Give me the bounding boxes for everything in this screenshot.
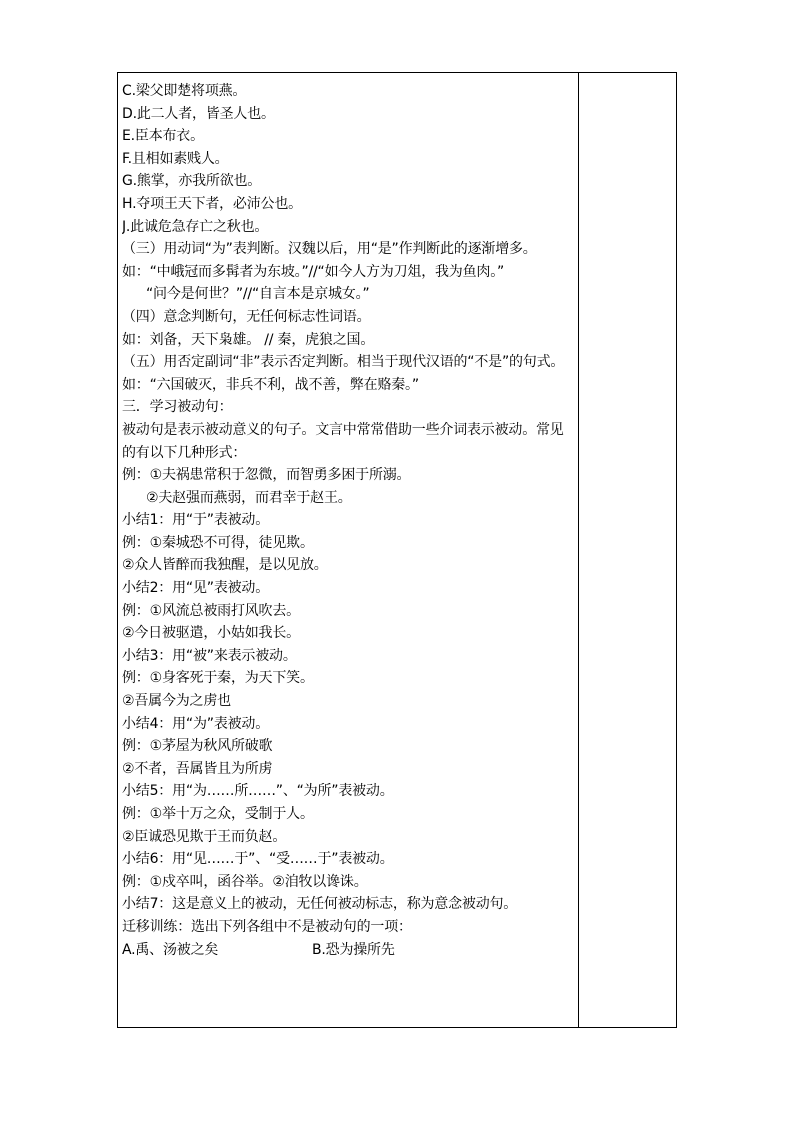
text-line: （四）意念判断句，无任何标志性词语。 <box>122 308 371 325</box>
summary-line: 小结2：用“见”表被动。 <box>122 580 270 597</box>
column-divider <box>578 72 579 1028</box>
text-line: ②众人皆醉而我独醒，是以见放。 <box>122 557 328 574</box>
text-paragraph: （五）用否定副词“非”表示否定判断。相当于现代汉语的“不是”的句式。 <box>122 354 565 371</box>
summary-line: 小结3：用“被”来表示被动。 <box>122 647 297 664</box>
text-line: 如：“六国破灭，非兵不利，战不善，弊在赂秦。” <box>122 376 419 393</box>
text-line: J.此诚危急存亡之秋也。 <box>122 218 269 235</box>
summary-line: 小结1：用“于”表被动。 <box>122 512 270 529</box>
text-line: E.臣本布衣。 <box>122 128 204 145</box>
text-line: G.熊掌，亦我所欲也。 <box>122 173 262 190</box>
summary-line: 小结6：用“见……于”、“受……于”表被动。 <box>122 851 394 868</box>
text-line: ②今日被驱遣，小姑如我长。 <box>122 625 300 642</box>
text-line: ②夫赵强而燕弱，而君幸于赵王。 <box>146 489 352 506</box>
text-paragraph: 如：“中峨冠而多髯者为东坡。”//“如今人方为刀俎，我为鱼肉。” <box>122 263 505 280</box>
text-paragraph: 被动句是表示被动意义的句子。文言中常常借助一些介词表示被动。常见的有以下几种形式： <box>122 421 564 461</box>
text-line: C.梁父即楚将项燕。 <box>122 83 247 99</box>
text-line: H.夺项王天下者，必沛公也。 <box>122 195 302 212</box>
text-line: ②不者，吾属皆且为所虏 <box>122 760 273 777</box>
section-heading: 三．学习被动句： <box>122 399 233 416</box>
text-line: 迁移训练：选出下列各组中不是被动句的一项： <box>122 918 412 935</box>
text-paragraph: （三）用动词“为”表判断。汉魏以后，用“是”作判断此的逐渐增多。 <box>122 241 537 258</box>
summary-line: 小结7：这是意义上的被动，无任何被动标志，称为意念被动句。 <box>122 896 518 913</box>
text-line: 例：①戍卒叫，函谷举。②洎牧以谗诛。 <box>122 873 368 890</box>
option-a: A.禹、汤被之矣 <box>122 941 219 958</box>
text-line: 例：①风流总被雨打风吹去。 <box>122 602 300 619</box>
text-line: 如：刘备，天下枭雄。 // 秦，虎狼之国。 <box>122 331 375 348</box>
option-b: B.恐为操所先 <box>312 941 395 958</box>
summary-line: 小结5：用“为……所……”、“为所”表被动。 <box>122 783 394 800</box>
summary-line: 小结4：用“为”表被动。 <box>122 715 270 732</box>
text-line: 例：①举十万之众，受制于人。 <box>122 806 314 822</box>
text-line: 例：①秦城恐不可得，徒见欺。 <box>122 534 314 551</box>
text-line: “问今是何世？”//“自言本是京城女。” <box>146 286 370 303</box>
text-line: 例：①茅屋为秋风所破歌 <box>122 738 273 755</box>
text-line: ②吾属今为之虏也 <box>122 693 231 710</box>
text-line: 例：①身客死于秦，为天下笑。 <box>122 670 314 687</box>
text-line: ②臣诚恐见欺于王而负赵。 <box>122 828 287 845</box>
text-line: 例：①夫祸患常积于忽微，而智勇多困于所溺。 <box>122 467 411 484</box>
lesson-content <box>122 80 574 961</box>
text-line: D.此二人者，皆圣人也。 <box>122 105 275 122</box>
text-line: F.且相如素贱人。 <box>122 150 229 167</box>
options-row <box>122 939 574 962</box>
